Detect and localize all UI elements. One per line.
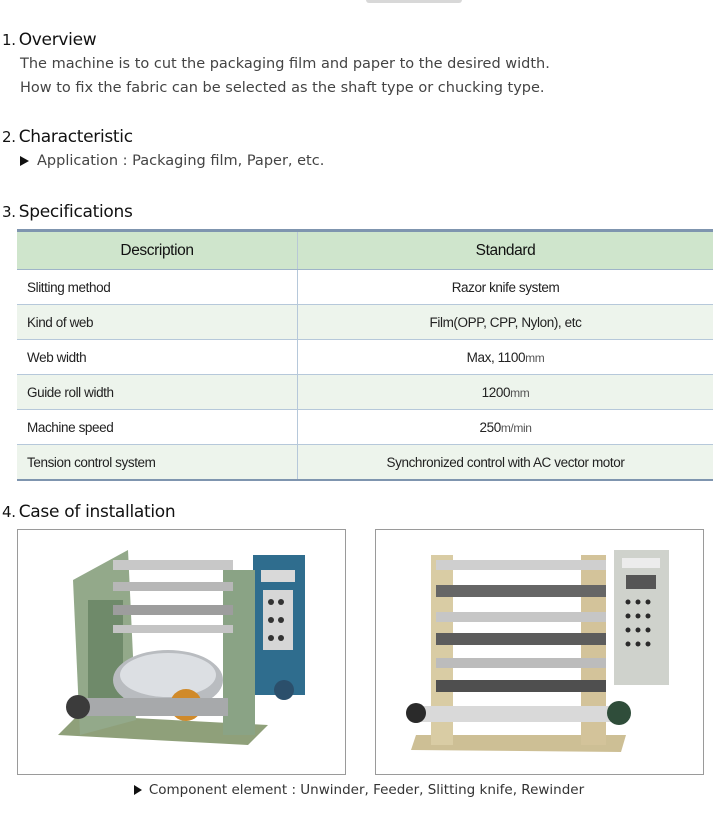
row-value: Razor knife system <box>298 270 714 305</box>
table-header-row <box>17 231 713 270</box>
column-header-description: Description <box>17 231 298 270</box>
table-row <box>17 305 713 340</box>
machine-photo-green <box>17 529 346 775</box>
row-value: Synchronized control with AC vector motor <box>298 445 714 481</box>
specifications-table <box>17 229 713 481</box>
triangle-bullet-icon <box>20 156 29 166</box>
row-label: Tension control system <box>17 445 298 481</box>
row-label: Web width <box>17 340 298 375</box>
row-label: Guide roll width <box>17 375 298 410</box>
triangle-bullet-icon <box>134 785 142 795</box>
row-value: Max, 1100mm <box>298 340 714 375</box>
beige-slitter-machine-image <box>376 530 703 774</box>
table-row <box>17 410 713 445</box>
row-value: Film(OPP, CPP, Nylon), etc <box>298 305 714 340</box>
row-value: 250m/min <box>298 410 714 445</box>
table-row <box>17 445 713 481</box>
top-decoration <box>366 0 462 3</box>
row-label: Kind of web <box>17 305 298 340</box>
overview-line-1: The machine is to cut the packaging film and paper to the desired width. <box>20 56 550 72</box>
green-slitter-machine-image <box>18 530 345 774</box>
table-row <box>17 375 713 410</box>
column-header-standard: Standard <box>298 231 714 270</box>
table-row <box>17 270 713 305</box>
application-bullet: Application : Packaging film, Paper, etc. <box>20 153 324 169</box>
overview-text <box>20 52 550 100</box>
row-label: Slitting method <box>17 270 298 305</box>
table-row <box>17 340 713 375</box>
row-value: 1200mm <box>298 375 714 410</box>
overview-line-2: How to fix the fabric can be selected as the shaft type or chucking type. <box>20 80 545 96</box>
installation-caption: Component element : Unwinder, Feeder, Slitting knife, Rewinder <box>0 782 718 798</box>
row-label: Machine speed <box>17 410 298 445</box>
specifications-heading: 3. Specifications <box>2 202 133 222</box>
machine-photo-beige <box>375 529 704 775</box>
installation-heading: 4. Case of installation <box>2 502 176 522</box>
characteristic-heading: 2. Characteristic <box>2 127 133 147</box>
overview-heading: 1. Overview <box>2 30 97 50</box>
